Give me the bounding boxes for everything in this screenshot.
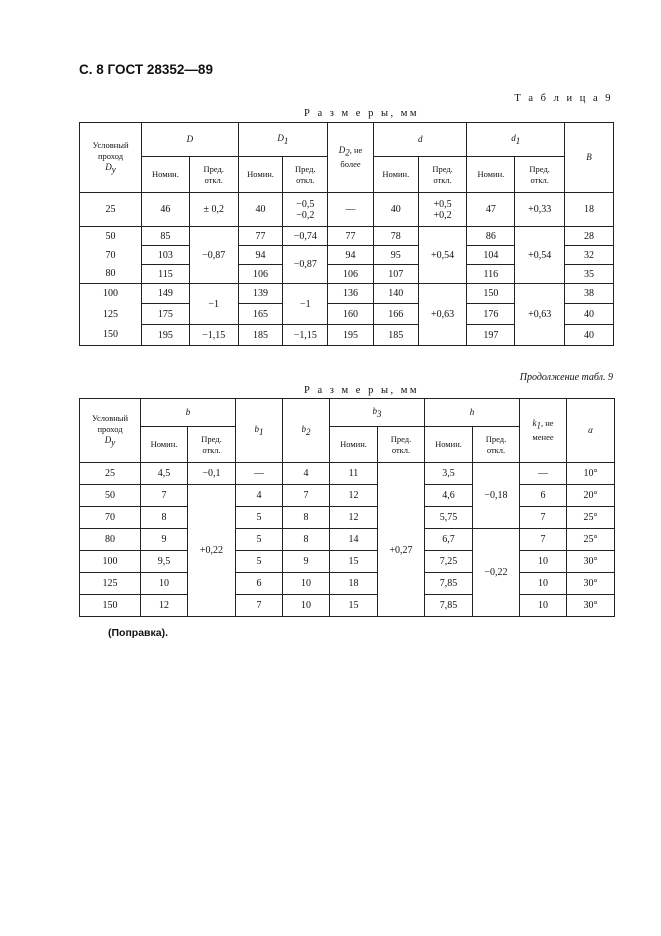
col-head-dev: Пред. откл.: [283, 157, 328, 193]
col-head-nom: Номин.: [467, 157, 515, 193]
table-cell: 4,5: [141, 463, 188, 485]
table-cell: 125: [80, 573, 141, 595]
table-cell: 10°: [567, 463, 615, 485]
col-head-dev: Пред. откл.: [189, 157, 238, 193]
table-cell: —: [328, 193, 374, 227]
table-cell: 50: [80, 227, 142, 246]
col-head-D: D: [142, 123, 239, 157]
table-cell: 28: [565, 227, 614, 246]
table-cell: 150: [80, 325, 142, 346]
table-cell: +0,33: [515, 193, 565, 227]
table-units: Р а з м е р ы, мм: [304, 385, 420, 396]
table-cell: +0,5 +0,2: [418, 193, 467, 227]
col-head-h: h: [425, 399, 520, 427]
table-cell: 47: [467, 193, 515, 227]
table-cell: 136: [328, 284, 374, 304]
table-cell: 140: [373, 284, 418, 304]
table-cell: 7: [236, 595, 283, 617]
table-cell: 25°: [567, 507, 615, 529]
table-cell: 95: [373, 246, 418, 265]
table-cell: 150: [467, 284, 515, 304]
table-cell: +0,63: [418, 284, 467, 346]
table-cell: −0,18: [473, 463, 520, 529]
col-head-d1: $d_1$: [467, 123, 565, 157]
table-units: Р а з м е р ы, мм: [304, 108, 420, 119]
table-cell: 40: [565, 325, 614, 346]
table-cell: 165: [238, 304, 283, 325]
table-cell: 106: [238, 265, 283, 284]
table-cell: +0,63: [515, 284, 565, 346]
page-header: С. 8 ГОСТ 28352—89: [79, 62, 213, 77]
col-head-B: B: [565, 123, 614, 193]
table-cell: 7: [520, 507, 567, 529]
table-cell: 103: [142, 246, 190, 265]
table-cell: 15: [330, 595, 378, 617]
table-row: [80, 551, 615, 573]
col-head-b3: $b_3$: [330, 399, 425, 427]
table-cell: 185: [238, 325, 283, 346]
table-cell: 6: [520, 485, 567, 507]
table-cell: 40: [565, 304, 614, 325]
table-caption-continued: Продолжение табл. 9: [519, 372, 613, 383]
table-cell: 8: [283, 507, 330, 529]
table-cell: 115: [142, 265, 190, 284]
table-cell: 149: [142, 284, 190, 304]
table-cell: [378, 463, 425, 485]
table-cell: 6,7: [425, 529, 473, 551]
table-cell: 80: [80, 529, 141, 551]
table-cell: 100: [80, 551, 141, 573]
table-cell: 25°: [567, 529, 615, 551]
table-cell: 7,85: [425, 573, 473, 595]
table-cell: 5: [236, 529, 283, 551]
table-cell: 3,5: [425, 463, 473, 485]
table-cell: −0,87: [189, 227, 238, 284]
table-cell: 195: [142, 325, 190, 346]
col-head-b1: $b_1$: [236, 399, 283, 463]
table-cell: −0,22: [473, 529, 520, 617]
table-cell: 107: [373, 265, 418, 284]
table-cell: 46: [142, 193, 190, 227]
table-cell: 94: [328, 246, 374, 265]
table-cell: 175: [142, 304, 190, 325]
col-head-D1: $D_1$: [238, 123, 328, 157]
table-9-continued: [79, 398, 615, 617]
table-cell: 9: [141, 529, 188, 551]
table-cell: 50: [80, 485, 141, 507]
table-cell: 10: [520, 573, 567, 595]
table-row: [80, 227, 614, 246]
col-head-nom: Номин.: [238, 157, 283, 193]
table-cell: 38: [565, 284, 614, 304]
col-head-nom: Номин.: [373, 157, 418, 193]
table-cell: 10: [520, 595, 567, 617]
table-row: [80, 529, 615, 551]
table-cell: 94: [238, 246, 283, 265]
table-cell: 176: [467, 304, 515, 325]
table-cell: +0,54: [418, 227, 467, 284]
table-cell: 10: [141, 573, 188, 595]
table-cell: 35: [565, 265, 614, 284]
table-cell: 70: [80, 507, 141, 529]
table-cell: 20°: [567, 485, 615, 507]
table-row: [80, 485, 615, 507]
table-cell: −1: [189, 284, 238, 325]
table-cell: 14: [330, 529, 378, 551]
table-cell: 8: [283, 529, 330, 551]
col-head-b: b: [141, 399, 236, 427]
table-cell: ± 0,2: [189, 193, 238, 227]
table-cell: 18: [330, 573, 378, 595]
table-cell: 7: [520, 529, 567, 551]
col-head-nom: Номин.: [142, 157, 190, 193]
table-cell: 195: [328, 325, 374, 346]
table-caption: Т а б л и ц а 9: [514, 93, 613, 104]
col-head-dn: Условный проход $D_y$: [80, 123, 142, 193]
table-cell: 77: [238, 227, 283, 246]
table-row: [80, 595, 615, 617]
table-cell: 100: [80, 284, 142, 304]
table-cell: −1: [283, 284, 328, 325]
table-cell: −0,1: [188, 463, 236, 485]
table-cell: 7,85: [425, 595, 473, 617]
table-cell: 15: [330, 551, 378, 573]
col-head-nom: Номин.: [330, 427, 378, 463]
table-cell: 5: [236, 551, 283, 573]
col-head-dev: Пред. откл.: [188, 427, 236, 463]
table-cell: −1,15: [189, 325, 238, 346]
table-row: [80, 463, 615, 485]
table-cell: 32: [565, 246, 614, 265]
col-head-dev: Пред. откл.: [378, 427, 425, 463]
table-cell: +0,22: [188, 485, 236, 617]
table-cell: 7: [283, 485, 330, 507]
table-cell: 9: [283, 551, 330, 573]
table-cell: 7,25: [425, 551, 473, 573]
table-cell: +0,27: [378, 485, 425, 617]
col-head-alpha: α: [567, 399, 615, 463]
col-head-D2: $D_2$, не более: [328, 123, 374, 193]
table-cell: 4: [283, 463, 330, 485]
table-cell: +0,54: [515, 227, 565, 284]
table-cell: 25: [80, 463, 141, 485]
table-cell: 30°: [567, 595, 615, 617]
table-cell: 125: [80, 304, 142, 325]
table-cell: 139: [238, 284, 283, 304]
table-cell: 78: [373, 227, 418, 246]
table-cell: 166: [373, 304, 418, 325]
table-cell: −0,87: [283, 246, 328, 284]
table-cell: 10: [283, 595, 330, 617]
table-cell: 10: [520, 551, 567, 573]
correction-note: (Поправка).: [108, 627, 169, 639]
table-cell: 150: [80, 595, 141, 617]
col-head-d: d: [373, 123, 467, 157]
table-cell: 4,6: [425, 485, 473, 507]
col-head-nom: Номин.: [141, 427, 188, 463]
col-head-dn: Условный проход $D_y$: [80, 399, 141, 463]
table-cell: 70: [80, 246, 142, 265]
table-cell: 86: [467, 227, 515, 246]
table-cell: 77: [328, 227, 374, 246]
table-cell: —: [236, 463, 283, 485]
table-row: [80, 284, 614, 304]
table-cell: 6: [236, 573, 283, 595]
table-cell: 7: [141, 485, 188, 507]
table-cell: 12: [330, 507, 378, 529]
table-cell: 40: [373, 193, 418, 227]
col-head-dev: Пред. откл.: [418, 157, 467, 193]
col-head-nom: Номин.: [425, 427, 473, 463]
col-head-k1: $k_1$, не менее: [520, 399, 567, 463]
table-cell: 5,75: [425, 507, 473, 529]
col-head-dev: Пред. откл.: [515, 157, 565, 193]
table-row: [80, 573, 615, 595]
table-cell: 12: [141, 595, 188, 617]
table-cell: 4: [236, 485, 283, 507]
table-cell: 40: [238, 193, 283, 227]
table-cell: 160: [328, 304, 374, 325]
table-row: [80, 193, 614, 227]
table-cell: −1,15: [283, 325, 328, 346]
table-cell: 30°: [567, 551, 615, 573]
col-head-b2: $b_2$: [283, 399, 330, 463]
table-cell: 5: [236, 507, 283, 529]
table-cell: 197: [467, 325, 515, 346]
table-cell: 25: [80, 193, 142, 227]
table-cell: 18: [565, 193, 614, 227]
table-cell: 80: [80, 265, 142, 284]
table-cell: 104: [467, 246, 515, 265]
table-cell: −0,5 −0,2: [283, 193, 328, 227]
table-cell: 12: [330, 485, 378, 507]
table-cell: 116: [467, 265, 515, 284]
table-cell: 9,5: [141, 551, 188, 573]
table-cell: 106: [328, 265, 374, 284]
table-cell: 85: [142, 227, 190, 246]
table-cell: 30°: [567, 573, 615, 595]
table-row: [80, 507, 615, 529]
table-cell: 8: [141, 507, 188, 529]
table-cell: 185: [373, 325, 418, 346]
table-cell: —: [520, 463, 567, 485]
table-9: [79, 122, 614, 346]
table-cell: −0,74: [283, 227, 328, 246]
table-cell: 10: [283, 573, 330, 595]
col-head-dev: Пред. откл.: [473, 427, 520, 463]
table-cell: 11: [330, 463, 378, 485]
